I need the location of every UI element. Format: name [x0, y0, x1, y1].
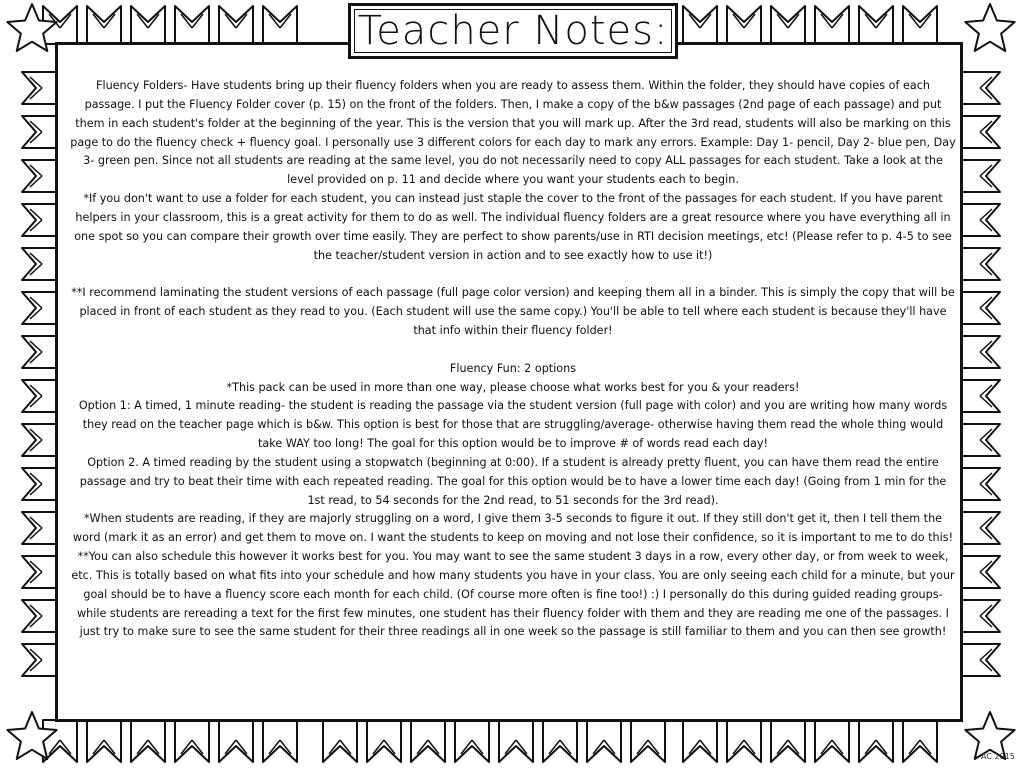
flag-top [175, 6, 209, 44]
flag-left [22, 600, 58, 632]
notes-content [70, 77, 956, 642]
paragraph-pack-usage: *This pack can be used in more than one way, please choose what works best for you & your readers! [226, 380, 800, 394]
flag-top [771, 6, 805, 44]
flag-top [131, 6, 165, 44]
flag-left [22, 72, 58, 104]
flag-top [87, 6, 121, 44]
page-title: Teacher Notes: [357, 8, 669, 54]
paragraph-laminating: **I recommend laminating the student versions of each passage (full page color version) and keeping them all in a binder. This is simply the copy that will be placed in front of each student as they read to you. (Each student will use the same copy.) You'll be able to tell where each student is because they'll have that info within their fluency folder! [71, 286, 955, 337]
flag-top [263, 6, 297, 44]
paragraph-option-1: Option 1: A timed, 1 minute reading- the student is reading the passage via the student version (full page with color) and you are writing how many words they read on the teacher page which is b&w. This option is best for those that are struggling/average- otherwise having them read the whole thing would take WAY too long! The goal for this option would be to improve # of words read each day! [78, 399, 948, 451]
section-heading: Fluency Fun: 2 options [449, 361, 577, 375]
paragraph-folder-tip: *If you don't want to use a folder for each student, you can instead just staple the cover to the front of the passages for each student. If you have parent helpers in your classroom, this is a great activity for them to do as well. The individual fluency folders are a great resource where you have everything all in one spot so you can compare their growth over time easily. They are perfect to show parents/use in RTI decision meetings, etc! (Please refer to p. 4-5 to see the teacher/student version in action and to see exactly how to use it!) [74, 192, 952, 262]
flag-top [815, 6, 849, 44]
spacer [70, 341, 956, 360]
flag-left [22, 512, 58, 544]
flag-top [727, 6, 761, 44]
flag-top [903, 6, 937, 44]
flag-left [22, 468, 58, 500]
flag-left [22, 380, 58, 412]
paragraph-fluency-folders: Fluency Folders- Have students bring up their fluency folders when you are ready to assess them. Within the folder, they should have copies of each passage. I put the Fluency Folder cover (p. 15) on the front of the folders. Then, I make a copy of the b&w passages (2nd page of each passage) and put them in each student's folder at the beginning of the year. This is the version that you will mark up. After the 3rd read, students will also be marking on this page to do the fluency check + fluency goal. I personally use 3 different colors for each day to mark any errors. Example: Day 1- pencil, Day 2- blue pen, Day 3- green pen. Since not all students are reading at the same level, you do not necessarily need to copy ALL passages for each student. Take a look at the level provided on p. 11 and decide where you want your students each to begin. [70, 79, 956, 187]
paragraph-struggling: *When students are reading, if they are majorly struggling on a word, I give them 3-5 seconds to figure it out. If they still don't get it, then I tell them the word (mark it as an error) and get them to move on. I want the students to keep on moving and not lose their confidence, so it is important to me to do this! [72, 512, 954, 545]
flag-top [683, 6, 717, 44]
spacer [70, 265, 956, 284]
flag-top [859, 6, 893, 44]
flag-left [22, 248, 58, 280]
corner-star [965, 4, 1014, 51]
flag-top [219, 6, 253, 44]
flag-left [22, 160, 58, 192]
paragraph-option-2: Option 2. A timed reading by the student using a stopwatch (beginning at 0:00). If a student is already pretty fluent, you can have them read the entire passage and try to beat their time with each repeated reading. The goal for this option would be to have a lower time each day! (Going from 1 min for the 1st read, to 54 seconds for the 2nd read, to 51 seconds for the 3rd read). [79, 455, 947, 507]
flag-left [22, 204, 58, 236]
paragraph-schedule: **You can also schedule this however it works best for you. You may want to see the same student 3 days in a row, every other day, or from week to week, etc. This is totally based on what fits into your schedule and how many students you have in your class. You are only seeing each child for a minute, but your goal should be to have a fluency score each month for each child. (Of course more often is fine too!) :) I personally do this during guided reading groups- while students are rereading a text for the first few minutes, one student has their fluency folder with them and they are reading me one of the passages. I just try to make sure to see the same student for their three readings all in one week so the passage is still familiar to them and you can then see growth! [71, 550, 955, 639]
flag-left [22, 336, 58, 368]
copyright-mark: AC 2015 [981, 752, 1015, 761]
flag-left [22, 644, 58, 676]
title-banner [348, 3, 678, 59]
flag-left [22, 116, 58, 148]
flag-left [22, 424, 58, 456]
flag-left [22, 292, 58, 324]
flag-left [22, 556, 58, 588]
